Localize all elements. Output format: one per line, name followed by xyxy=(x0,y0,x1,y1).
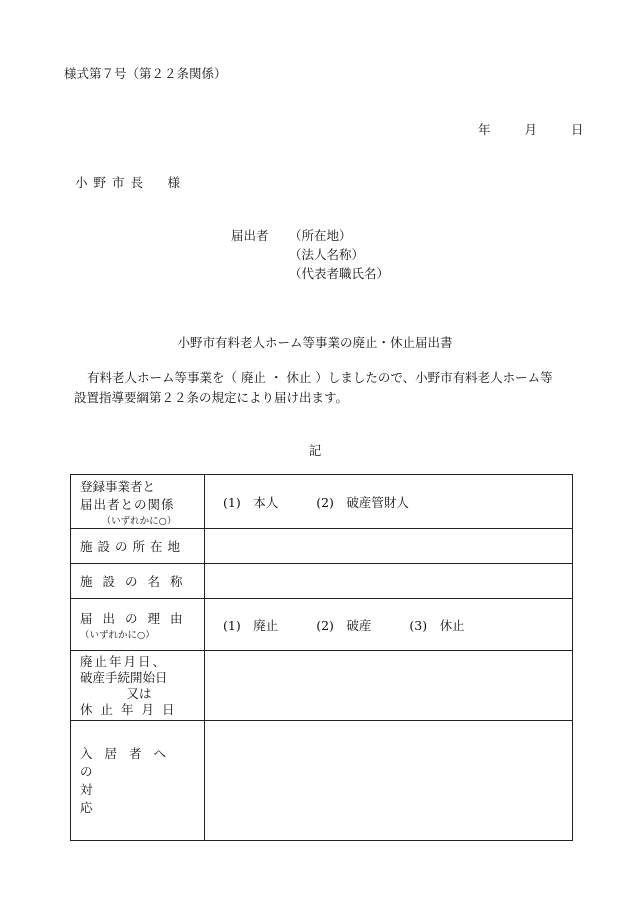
dates-field[interactable] xyxy=(205,651,573,721)
relation-row xyxy=(71,475,573,529)
response-label-cell xyxy=(71,721,205,841)
facility-location-row xyxy=(71,529,573,564)
facility-location-field[interactable] xyxy=(205,529,573,564)
reason-options xyxy=(205,599,573,651)
notifier-address-line: （所在地） xyxy=(289,228,352,243)
relation-note: （いずれかに○） xyxy=(101,515,177,527)
reason-option-abolish[interactable]: (1) 廃止 xyxy=(223,617,279,633)
response-label-line2: 対応 xyxy=(80,781,153,815)
ki-heading: 記 xyxy=(308,443,322,458)
relation-label-cell xyxy=(71,475,205,529)
facility-location-label: 施設の所在地 xyxy=(71,529,205,564)
dates-row xyxy=(71,651,573,721)
document-title: 小野市有料老人ホーム等事業の廃止・休止届出書 xyxy=(177,335,453,350)
dates-label-line1: 廃止年月日、 xyxy=(80,653,168,669)
relation-option-self[interactable]: (1) 本人 xyxy=(223,494,279,510)
form-number: 様式第７号（第２２条関係） xyxy=(64,66,227,81)
dates-label-cell xyxy=(71,651,205,721)
dates-label-line4: 休止年月日 xyxy=(80,701,183,717)
facility-name-label: 施設の名称 xyxy=(71,564,205,599)
detail-table xyxy=(70,474,573,841)
reason-option-suspend[interactable]: (3) 休止 xyxy=(409,617,465,633)
reason-row xyxy=(71,599,573,651)
response-row xyxy=(71,721,573,841)
facility-name-row xyxy=(71,564,573,599)
body-paragraph xyxy=(74,368,559,408)
reason-option-bankruptcy[interactable]: (2) 破産 xyxy=(316,617,372,633)
notifier-label: 届出者 xyxy=(231,228,269,243)
relation-options xyxy=(205,475,573,529)
relation-label-line1: 登録事業者と xyxy=(80,478,156,494)
date-year-label: 年 xyxy=(478,122,491,137)
facility-name-field[interactable] xyxy=(205,564,573,599)
date-day-label: 日 xyxy=(570,122,584,137)
dates-label-line2: 破産手続開始日 xyxy=(80,669,168,685)
response-label-line1: 入居者への xyxy=(80,745,179,779)
reason-label: 届出の理由 xyxy=(80,610,193,626)
body-text: 有料老人ホーム等事業を（ 廃止 ・ 休止 ）しましたので、小野市有料老人ホーム等設置指導要綱第２２条の規定により届け出ます。 xyxy=(74,370,553,405)
date-month-label: 月 xyxy=(524,122,537,137)
notifier-representative-line: （代表者職氏名） xyxy=(289,266,390,281)
notifier-lines xyxy=(289,226,389,283)
date-line xyxy=(478,120,583,138)
relation-option-trustee[interactable]: (2) 破産管財人 xyxy=(316,494,409,510)
response-field[interactable] xyxy=(205,721,573,841)
reason-note: （いずれかに○） xyxy=(80,629,155,641)
notifier-corp-name-line: （法人名称） xyxy=(289,247,365,262)
addressee: 小野市長 様 xyxy=(75,175,187,190)
reason-label-cell xyxy=(71,599,205,651)
dates-label-line3: 又は xyxy=(126,685,152,701)
relation-label-line2: 届出者との関係 xyxy=(80,496,175,512)
